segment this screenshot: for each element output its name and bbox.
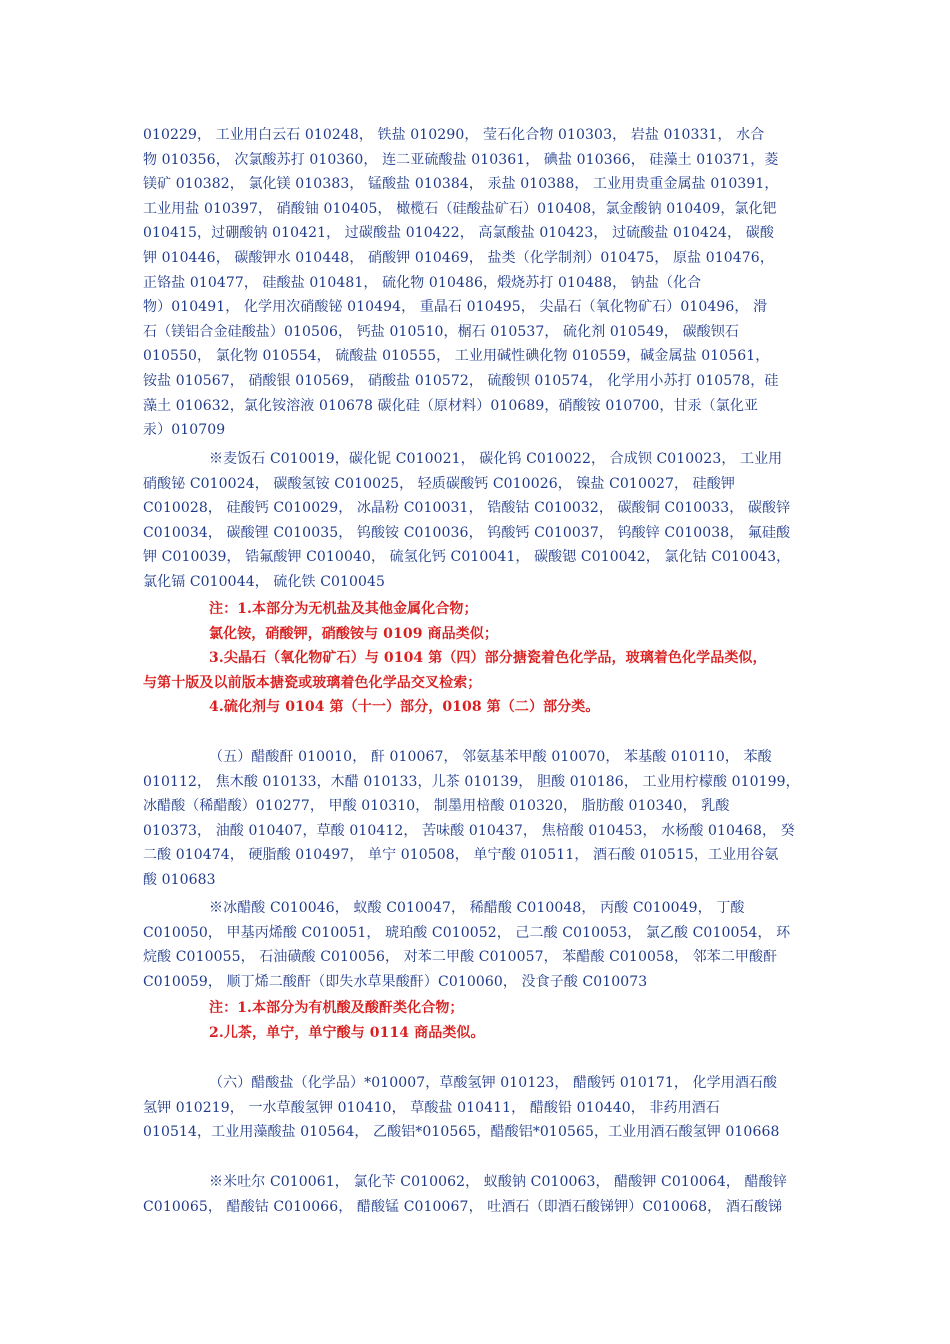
text-line: C010034， 碳酸锂 C010035， 钨酸铵 C010036， 钨酸钙 C010037， 钨酸锌 C010038， 氟硅酸 [143,524,791,541]
note-line: 3.尖晶石（氧化物矿石）与 0104 第（四）部分搪瓷着色化学品，玻璃着色化学品类似， [209,650,767,667]
section5-notes [143,996,808,1045]
section4-list [143,123,808,443]
text-line: 010550， 氯化物 010554， 硫酸盐 010555， 工业用碱性碘化物 010559，碱金属盐 010561， [143,348,770,365]
text-line: 氢钾 010219， 一水草酸氢钾 010410， 草酸盐 010411， 醋酸铅 010440， 非药用酒石 [143,1099,720,1116]
section4-notes [143,597,823,720]
section5-list [143,745,808,893]
note-line: 2.儿茶，单宁，单宁酸与 0114 商品类似。 [209,1024,485,1041]
text-line: 物 010356， 次氯酸苏打 010360， 连二亚硫酸盐 010361， 碘盐 010366， 硅藻土 010371，菱 [143,151,779,168]
text-line: 正铬盐 010477， 硅酸盐 010481， 硫化物 010486，煅烧苏打 010488， 钠盐（化合 [143,274,702,291]
text-line: 钾 C010039， 锆氟酸钾 C010040， 硫氢化钙 C010041， 碳酸锶 C010042， 氯化钴 C010043， [143,549,791,566]
text-line: 010514，工业用藻酸盐 010564， 乙酸铝*010565，醋酸铝*010565，工业用酒石酸氢钾 010668 [143,1124,780,1141]
text-line: 酸 010683 [143,871,216,888]
section5-star-list [143,896,808,994]
text-line: C010059， 顺丁烯二酸酐（即失水草果酸酐）C010060， 没食子酸 C010073 [143,973,648,990]
text-line: 硝酸铋 C010024， 碳酸氢铵 C010025， 轻质碳酸钙 C010026， 镍盐 C010027， 硅酸钾 [143,475,735,492]
text-line: 汞）010709 [143,422,226,439]
note-line: 注：1.本部分为有机酸及酸酐类化合物； [209,1000,464,1016]
text-line: C010050， 甲基丙烯酸 C010051， 琥珀酸 C010052， 己二酸 C010053， 氯乙酸 C010054， 环 [143,924,791,941]
note-line: 氯化铵，硝酸钾，硝酸铵与 0109 商品类似； [209,625,499,642]
text-line: 010415，过硼酸钠 010421， 过碳酸盐 010422， 高氯酸盐 010423， 过硫酸盐 010424， 碳酸 [143,225,774,242]
text-line: （五）醋酸酐 010010， 酐 010067， 邻氨基苯甲酸 010070， 苯基酸 010110， 苯酸 [209,749,772,765]
text-line: 工业用盐 010397， 硝酸铀 010405， 橄榄石（硅酸盐矿石）010408，氯金酸钠 010409，氯化钯 [143,200,777,217]
text-line: 物）010491， 化学用次硝酸铋 010494， 重晶石 010495， 尖晶石（氧化物矿石）010496， 滑 [143,299,768,316]
text-line: 石（镁铝合金硅酸盐）010506， 钙盐 010510，榍石 010537， 硫化剂 010549， 碳酸钡石 [143,323,739,340]
text-line: 藻土 010632，氯化铵溶液 010678 碳化硅（原材料）010689，硝酸铵 010700，甘汞（氯化亚 [143,397,759,414]
text-line: ※米吐尔 C010061， 氯化苄 C010062， 蚁酸钠 C010063， 醋酸钾 C010064， 醋酸锌 [209,1174,787,1190]
text-line: ※麦饭石 C010019，碳化铌 C010021， 碳化钨 C010022， 合成钡 C010023， 工业用 [209,451,783,467]
section6-star-list [143,1170,808,1219]
text-line: 烷酸 C010055， 石油磺酸 C010056， 对苯二甲酸 C010057， 苯醋酸 C010058， 邻苯二甲酸酐 [143,949,778,966]
text-line: 二酸 010474， 硬脂酸 010497， 单宁 010508， 单宁酸 010511， 酒石酸 010515，工业用谷氨 [143,847,779,864]
note-line: 4.硫化剂与 0104 第（十一）部分，0108 第（二）部分类。 [209,699,600,716]
note-line: 注：1.本部分为无机盐及其他金属化合物； [209,601,478,617]
text-line: ※冰醋酸 C010046， 蚁酸 C010047， 稀醋酸 C010048， 丙酸 C010049， 丁酸 [209,900,745,916]
text-line: 010112， 焦木酸 010133，木醋 010133，儿茶 010139， 胆酸 010186， 工业用柠檬酸 010199， [143,773,800,790]
text-line: 钾 010446， 碳酸钾水 010448， 硝酸钾 010469， 盐类（化学制剂）010475， 原盐 010476， [143,249,774,266]
note-line: 与第十版及以前版本搪瓷或玻璃着色化学品交叉检索； [143,674,482,691]
text-line: 冰醋酸（稀醋酸）010277， 甲酸 010310， 制墨用棓酸 010320， 脂肪酸 010340， 乳酸 [143,798,730,815]
text-line: C010028， 硅酸钙 C010029， 冰晶粉 C010031， 锆酸钴 C010032， 碳酸铜 C010033， 碳酸锌 [143,500,791,517]
section6-list [143,1071,808,1145]
text-line: C010065， 醋酸钴 C010066， 醋酸锰 C010067， 吐酒石（即酒石酸锑钾）C010068， 酒石酸锑 [143,1198,783,1215]
text-line: 010373， 油酸 010407，草酸 010412， 苦味酸 010437， 焦棓酸 010453， 水杨酸 010468， 癸 [143,822,795,839]
text-line: 氯化镉 C010044， 硫化铁 C010045 [143,573,386,590]
text-line: 010229， 工业用白云石 010248， 铁盐 010290， 莹石化合物 010303， 岩盐 010331， 水合 [143,127,765,143]
text-line: 镁矿 010382， 氯化镁 010383， 锰酸盐 010384， 汞盐 010388， 工业用贵重金属盐 010391， [143,176,779,193]
text-line: （六）醋酸盐（化学品）*010007，草酸氢钾 010123， 醋酸钙 010171， 化学用酒石酸 [209,1075,778,1091]
text-line: 铵盐 010567， 硝酸银 010569， 硝酸盐 010572， 硫酸钡 010574， 化学用小苏打 010578，硅 [143,372,779,389]
section4-star-list [143,447,808,595]
